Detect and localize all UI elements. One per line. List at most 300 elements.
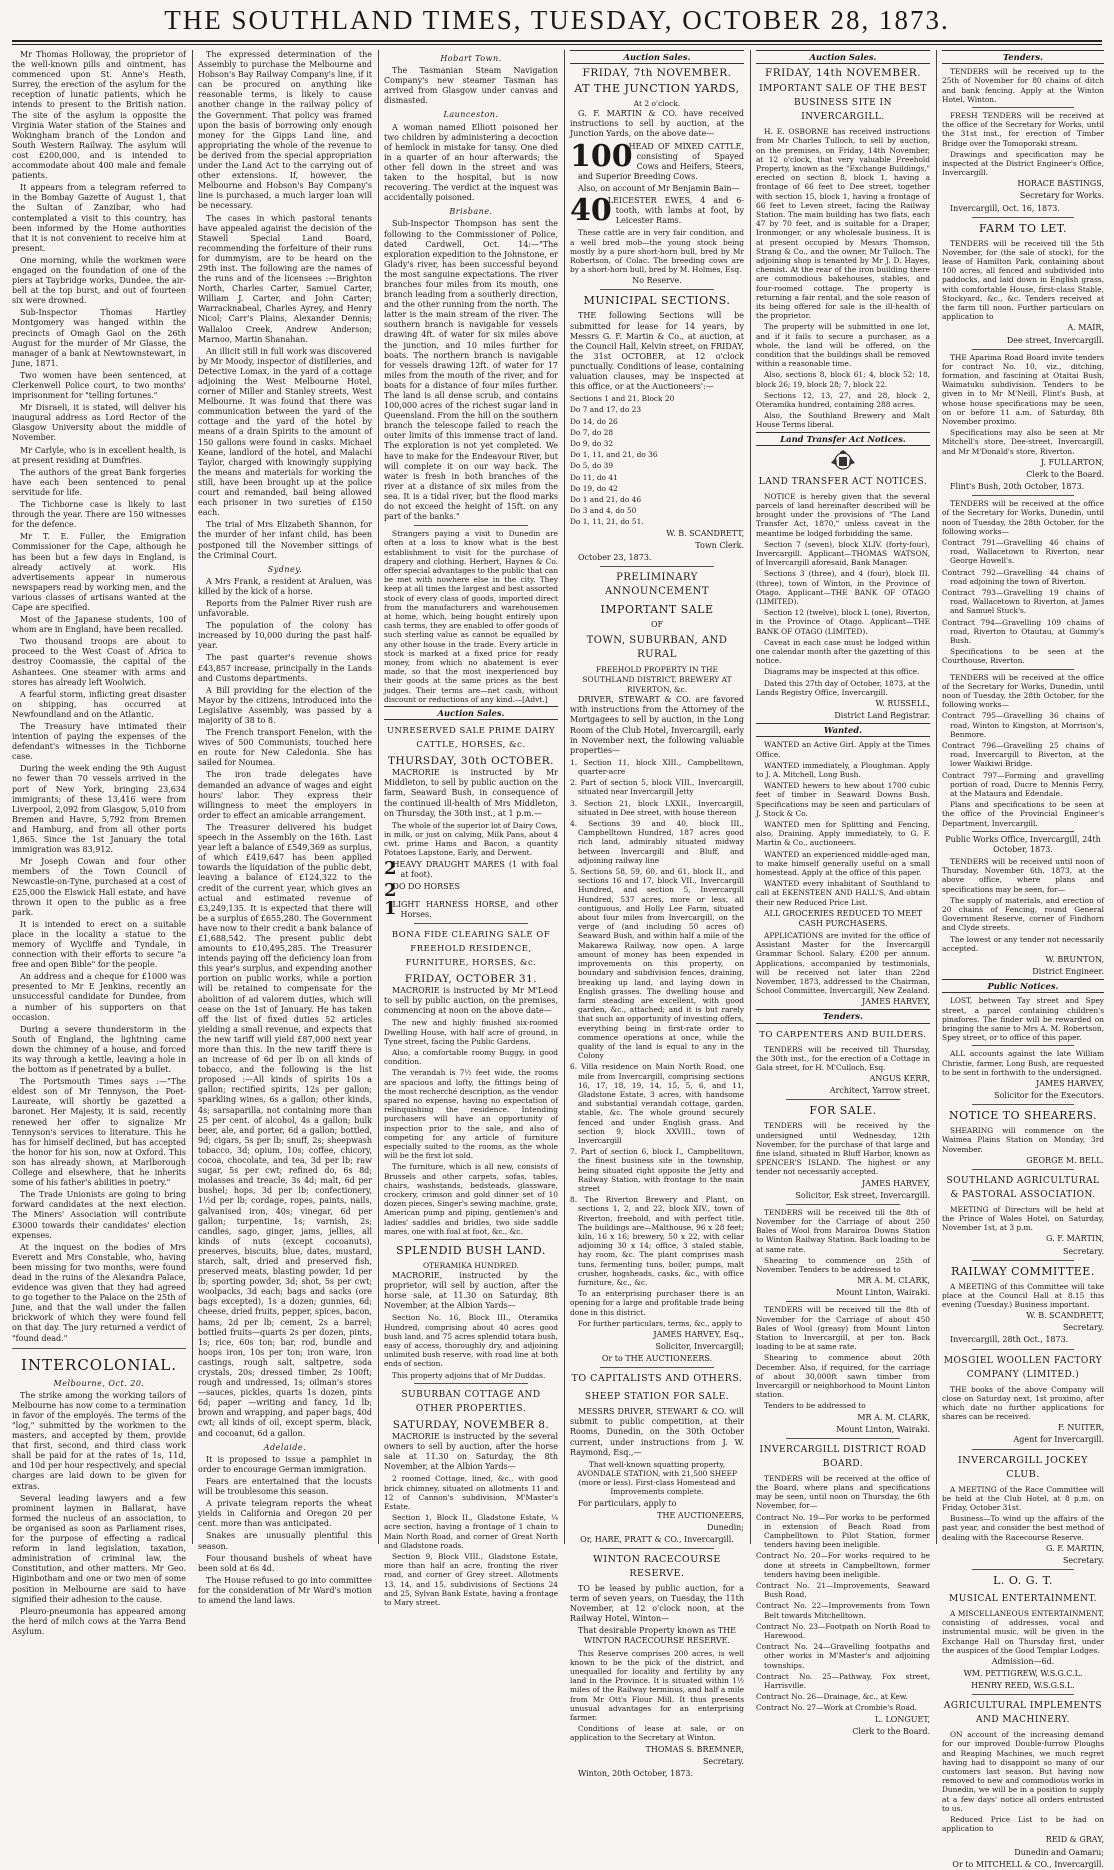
news-item: An illicit still in full work was discovered by Mr Moody, inspector of distilleries, and Detective Lomax, in the yard of a cottage adjoining the West Melbourne Hotel, corner of Miller and Stanley streets, West Melbourne. It was found that there was communication between the yard of the cottage and the yard of the hotel by means of a drain Spirits to the amount of 150 gallons were found in casks. Michael Keane, landlord of the hotel, and Malachi Taylor, charged with knowingly supplying the means and materials for working the still, have been brought up at the police court and remanded, bail being allowed each prisoner in two sureties of £150 each.: [198, 346, 372, 518]
divider: [972, 107, 1074, 108]
property-item: 3. Section 21, block LXXII., Invercargill, situated in Dee street, with house thereon: [570, 798, 744, 817]
dateline: Melbourne, Oct. 20.: [53, 1378, 145, 1388]
tender-title: FOR SALE.: [809, 1104, 877, 1118]
notice-item: Section 7 (seven), block XLIV. (forty-four), Invercargill. Applicant—THOMAS WATSON, of Invercargill aforesaid, Bank Manager.: [756, 539, 930, 568]
contract-list: [942, 538, 1104, 645]
auction-also: Also, on account of Mr Benjamin Bain—: [578, 183, 740, 193]
sections-list: [570, 394, 744, 526]
section-title-intercolonial: INTERCOLONIAL.: [21, 1355, 177, 1374]
notice-item: Section 12 (twelve), block L (one), Riverton, in the Province of Otago. Applicant—THE BANK OF OTAGO (LIMITED).: [756, 608, 930, 636]
news-item: The Tasmanian Steam Navigation Company's new steamer Tasman has arrived from Glasgow under canvas and dismasted.: [384, 66, 558, 106]
divider: [786, 1099, 900, 1100]
announcement-more: To an enterprising purchaser there is an opening for a large and profitable trade being done in this district.: [570, 1289, 744, 1317]
category-tenders: Tenders.: [756, 1009, 930, 1023]
contract-item: Contract No. 22—Improvements from Town Belt towards Mitchelltown.: [756, 1601, 930, 1620]
news-item: Mr T. E. Fuller, the Emigration Commissioner for the Cape, although he has been but a few days in England, is already actively at work. His advertisements appear in numerous newspapers read by working men, and the various classes of artisans wanted at the Cape are specified.: [12, 532, 186, 612]
notice-more: For particulars, apply to: [578, 1498, 677, 1508]
tender-body: TENDERS will be received by the undersigned until Wednesday, 12th November, for the purchase of that large and fine island, situated in Bluff Harbor, known as SPENCER'S ISLAND. The highest or any tender not necessarily accepted.: [756, 1121, 930, 1177]
notice-body: MESSRS DRIVER, STEWART & CO. will submit to public competition, at their Rooms, Dunedin, on the 30th October current, under instructions from J. W. Raymond, Esq.,—: [570, 1407, 744, 1457]
news-item: Reports from the Palmer River rush are unfavorable.: [198, 598, 372, 619]
category-auction-sales: Auction Sales.: [384, 706, 558, 720]
divider: [972, 349, 1074, 350]
announcement-of: OF: [650, 619, 664, 629]
wanted-ad: WANTED an Active Girl. Apply at the Times Office.: [756, 740, 930, 759]
signature-title: Dunedin and Oamaru;: [1014, 1847, 1104, 1857]
news-item: The past quarter's revenue shows £43,857 increase, principally in the Lands and Customs departments.: [198, 653, 372, 683]
divider: [414, 923, 528, 924]
category-public-notices: Public Notices.: [942, 979, 1104, 993]
auction-more: Also, sections 8, block 61; 4, block 52; 18, block 26; 19, block 28; 7, block 22.: [756, 370, 930, 389]
auction-body: G. F. MARTIN & CO. have received instructions to sell by auction, at the Junction Yards, on the above date—: [570, 109, 744, 139]
property-item: 8. The Riverton Brewery and Plant, on sections 1, 2, and 22, block XIV., town of Riverton, freehold, and with perfect title. The buildings are—Malthouse, 96 x 28 feet; kiln, 16 x 16; brewery, 50 x 22, with cellar adjoining 30 x 14; office, 3 staled stable, hay room, &c. The plant comprises mash tuns, fermenting tuns, boiler, pumps, malt crusher, hogsheads, casks, &c., with office furniture, &c., &c.: [570, 1195, 744, 1287]
auction-date: FRIDAY, OCTOBER 31.: [404, 972, 538, 985]
property-item: 6. Villa residence on Main North Road, one mile from Invercargill, comprising sections 16, 17, 18, 19, 14, 15, 5, 6, and 11, Gladstone Estate, 3 acres, with handsome and substantial verandah cottage, garden, stable, &c. The whole ground securely fenced and under English grass. And section 9, block XXVIII., town of Invercargill: [570, 1062, 744, 1145]
property-item: 5. Sections 58, 59, 60, and 61, block II., and sections 16 and 17, block VII., Invercargill Hundred, and section 5, Invercargill Hundred, 537 acres, more or less, all contiguous, and Holly Lee Farm, situated about four miles from Invercargill, on the verge of (and including 50 acres of) Seaward Bush, and within half a mile of the Makarewa Railway, now open. A large amount of money has been expended in improvements on this property, on boundary and subdivision fences, draining, breaking up land, and laying down in English grasses. The dwelling house and farm steading are excellent, with good garden, &c., attached; and it is but rarely that such an opportunity of investing offers, everything being in first-rate order to commence operations at once, while the quality of the land is equal to any in the Colony: [570, 867, 744, 1061]
column-1: [12, 50, 186, 1636]
contract-item: Contract 793—Gravelling 19 chains of road, Wallacetown to Riverton, at James and Samuel Stuck's.: [942, 587, 1104, 616]
lot-number: 2: [384, 879, 397, 901]
divider: [972, 1260, 1074, 1261]
notice-item: Sections 3 (three), and 4 (four), block III. (three), town of Winton, in the Province of Otago. Applicant—THE BANK OF OTAGO (LIMITED).: [756, 569, 930, 607]
tender-body: TENDERS will be received till the 8th of November for the Carriage of about 250 Bales of Wool from Marairoa Downs Station to Winton Railway Station. Back loading to be at same rate.: [756, 1207, 930, 1254]
news-item: During a severe thunderstorm in the South of England, the lightning came down the chimney of a house, and forced its way through a kettle, leaving a hole in the bottom as if penetrated by a bullet.: [12, 1024, 186, 1075]
dateline-adelaide: Adelaide.: [263, 1442, 307, 1452]
property-item: 1. Section 11, block XIII., Campbelltown, quarter-acre: [570, 757, 744, 777]
announcement-title: PRELIMINARY ANNOUNCEMENT: [604, 571, 709, 597]
lot-number: 1: [384, 897, 397, 919]
royal-crest-icon: [827, 449, 859, 471]
property-item: 4. Sections 39 and 40, block III., Campbelltown Hundred, 187 acres good rich land, admirably situated midway between Invercargill and Bluff, and adjoining railway line: [570, 819, 744, 865]
signature: J. FULLARTON,: [1040, 457, 1104, 467]
notice-title: TO CAPITALISTS AND OTHERS.: [571, 1373, 743, 1385]
contract-list: [942, 711, 1104, 798]
signature-or: Or to THE AUCTIONEERS.: [601, 1354, 713, 1364]
notice-more: Conditions of lease at sale, or on application to the Secretary at Winton.: [570, 1724, 744, 1743]
wanted-ad: WANTED men for Splitting and Fencing, also, Draining. Apply immediately, to G. F. Martin & Co., auctioneers.: [756, 819, 930, 848]
category-auction-sales: Auction Sales.: [756, 50, 930, 64]
auction-item: Section 9, Block VIII., Gladstone Estate, more than half an acre, fronting the river road, and corner of Grey street. Allotments 13, 14, and 15, subdivisions of Sections 24 and 25, Sylvan Bank Estate, having a frontage to Mary street.: [384, 1551, 558, 1607]
signature: L. LONGUET,: [875, 1714, 930, 1724]
signature: G. F. MARTIN,: [1046, 1234, 1104, 1244]
news-item: Two women have been sentenced, at Clerkenwell Police court, to two months' imprisonment for "telling fortunes.": [12, 370, 186, 401]
news-item: The Trade Unionists are going to bring forward candidates at the next election. The Miners' Association will contribute £3000 towards their candidates' election expenses.: [12, 1190, 186, 1240]
contract-item: Contract 795—Gravelling 36 chains of road, Winton to Kingston, at Morrison's, Benmore.: [942, 711, 1104, 739]
signature-title: Mount Linton, Wairaki.: [836, 1288, 930, 1298]
contract-item: Contract 792—Gravelling 44 chains of road adjoining the town of Riverton.: [942, 567, 1104, 586]
news-item: The expressed determination of the Assembly to purchase the Melbourne and Hobson's Bay Railway Company's line, if it can be procured on anything like reasonable terms, is likely to cause another change in the railway policy of the Government. That policy was framed upon the basis of borrowing only enough money for the Gipps Land line, and appropriating the whole of the revenue to be derived from the special appropriation under the Land Act to the carrying out of other extensions. If, however, the Melbourne and Hobson's Bay Company's line is purchased, a much larger loan will be necessary.: [198, 50, 372, 211]
office-dateline: Public Works Office, Invercargill, 24th October, 1873.: [945, 834, 1101, 854]
auction-body: MACRORIE is instructed by Mr Middleton, to sell by public auction on the farm, Seaward Bush, in consequence of the continued ill-health of Mrs Middleton, on Thursday, the 30th inst., at 1 p.m.—: [384, 768, 558, 818]
news-item: The cases in which pastoral tenants have appealed against the decision of the Stawell Special Land Board, recommending the forfeiture of their runs for dummyism, are to be heard on the 29th inst. The following are the names of the runs and of the licensees :—Brighton North, Charles Carter, Samuel Carter, William J. Carter, and John Carter; Warracknabeal, Charles Ayrey, and Henry Nicol; Carr's Plains, Alexander Dennis; Wallaloo Creek, Andrew Anderson; Marnoo, Martin Shanahan.: [198, 213, 372, 344]
divider: [972, 1694, 1074, 1695]
divider: [600, 1367, 714, 1368]
notice-body: SHEARING will commence on the Waimea Plains Station on Monday, 3rd November.: [942, 1126, 1104, 1154]
notice-title: RAILWAY COMMITTEE.: [951, 1264, 1095, 1278]
signature-or: Or to MITCHELL & CO., Invercargill.: [952, 1859, 1104, 1869]
signature-title: Secretary.: [1062, 1555, 1104, 1565]
auction-more: These cattle are in very fair condition, and a well bred mob—the young stock being mostly by a pure short-horn bull, bred by Mr Robertson, of Colac. The breeding cows are by a short-horn bull, bred by M. Holmes, Esq.: [570, 228, 744, 275]
notice-subtitle: SHEEP STATION FOR SALE.: [584, 1392, 730, 1403]
auction-title: BONA FIDE CLEARING SALE OF FREEHOLD RESIDENCE, FURNITURE, HORSES, &c.: [391, 929, 551, 968]
divider: [600, 1548, 714, 1549]
tender-title: INVERCARGILL DISTRICT ROAD BOARD.: [759, 1444, 927, 1469]
signature-title: District Land Registrar.: [834, 711, 930, 721]
masthead: THE SOUTHLAND TIMES, TUESDAY, OCTOBER 28, 1873.: [164, 5, 950, 35]
news-paragraphs-2: [12, 1391, 186, 1637]
wanted-ad: WANTED every inhabitant of Southland to call at EKENSTEEN AND HALL'S, And obtain their new Reduced Price List.: [756, 879, 930, 907]
signature: GEORGE M. BELL.: [1026, 1155, 1104, 1165]
dateline: Brisbane.: [449, 207, 493, 217]
tender-body: TENDERS will be received till the 5th November, for (the sale of stock), for the lease of Hamilton Park, containing about 100 acres, all fenced and subdivided into paddocks, and laid down in English grass, with comfortable House, first-class Stable, Stockyard, &c., &c. Tenders received at the farm till noon. Further particulars on application to: [942, 238, 1104, 322]
divider: [600, 289, 714, 290]
auction-more: Also, a comfortable roomy Buggy, in good condition.: [384, 1047, 558, 1067]
news-item: The authors of the great Bank forgeries have each been sentenced to penal servitude for life.: [12, 467, 186, 497]
auction-more: Sections 12, 13, 27, and 28, block 2, Oteramika hundred, containing 288 acres.: [756, 390, 930, 410]
contract-item: Contract No. 21—Improvements, Seaward Bush Road.: [756, 1581, 930, 1600]
tender-more: Specifications to be seen at the Courthouse, Riverton.: [942, 647, 1104, 666]
tender-body: TENDERS will be received till the 8th of November for the Carriage of about 450 Bales of Wool (greasy) from Mount Linton Station to Invercargill, at per ton. Back loading to be at same rate.: [756, 1305, 930, 1352]
column-4: [570, 50, 744, 1778]
wanted-ad: WANTED hewers to hew about 1700 cubic feet of timber in Seaward Downs Bush. Specifications may be seen and particulars of J. Stock & Co.: [756, 781, 930, 818]
notice-body: NOTICE is hereby given that the several parcels of land hereinafter described will be brought under the provisions of "The Land Transfer Act, 1870," unless caveat in the meantime be lodged forbidding the same.: [756, 491, 930, 538]
auction-more: Also, the Southland Brewery and Malt House Terms liberal.: [756, 411, 930, 430]
signature-title: Architect, Yarrow street.: [829, 1086, 930, 1096]
divider: [972, 1169, 1074, 1170]
notice-body: THE following Sections will be submitted for lease for 14 years, by Messrs G. F. Martin & Co., at auction, at the Council Hall, Kelvin street, on FRIDAY, the 31st OCTOBER, at 12 o'clock punctually. Conditions of lease, containing valuation clauses, may be inspected at this office, or at the Auctioneers':—: [570, 311, 744, 392]
signature-title: District Engineer.: [1032, 967, 1104, 977]
wanted-ad: WANTED immediately, a Ploughman. Apply to J. A. Mitchell, Long Bush.: [756, 760, 930, 779]
signature: ANGUS KERR,: [869, 1074, 930, 1084]
signature-title: Solicitor, Esk street, Invercargill.: [795, 1190, 930, 1200]
divider: [972, 669, 1074, 670]
notice-items: That well-known squatting property, AVONDALE STATION, with 21,500 SHEEP (more or less). First-class Homestead and Improvements complete.: [577, 1459, 737, 1497]
column-rule: [564, 50, 565, 1544]
notice-item: Diagrams may be inspected at this office.: [764, 667, 920, 677]
news-item: Mr Disraeli, it is stated, will deliver his inaugural address as Lord Rector of the Glasgow University about the middle of November.: [12, 403, 186, 443]
notice-body: TO be leased by public auction, for a term of seven years, on Tuesday, the 11th November, at 12 o'clock noon, at the Railway Hotel, Winton—: [570, 1583, 744, 1624]
news-item: The Treasurer delivered his budget speech in the Assembly on the 16th. Last year left a balance of £549,369 as surplus, of which £419,647 has been applied towards the liquidation of the public debt, leaving a balance of £124,322 to the credit of the current year, which gives an actual and estimated revenue of £3,249,135. It is expected that there will be a surplus of £655,280. The Government have now to their credit a bank balance of £1,688,542. The present public debt amounts to £10,495,285. The Treasurer intends paying off the deficiency loan from this year's surplus, and expending another portion on public works, while a portion will be retained to compensate for the abolition of ad valorem duties, which will cease on the 1st of January. He has taken off the list of fixed duties 52 articles yielding a small revenue, and expects that the new tariff will yield £87,000 next year more than this. In the new tariff there is an increase of 6d per lb on all kinds of tobacco, and the following is the list proposed :—All kinds of spirits 10s a gallon; rectified spirits, 12s per gallon; sparkling wines, 6s a gallon; other kinds, 4s; sarsaparilla, not containing more than 25 per cent. of alcohol, 4s a gallon; bulk beer, ale, and porter, 6d a gallon; bottled, 9d; cigars, 5s per lb; snuff, 2s; sheepwash tobacco, 3d; opium, 10s; coffee, chicory, cocoa, chocolate, and tea, 3d per lb; raw sugar, 5s per cwt; refined do, 6s 8d; molasses and treacle, 3s 4d; malt, 6d per bushel; hops, 3d per lb; confectionery, 1½d per lb; cordage, ropes, paints, nails, galvanised iron, 40s; vinegar, 6d per gallon; turpentine, 1s; varnish, 2s; candles, sago, ginger, jams, jellies, all kinds of nuts (except cocoanuts), preserves, biscuits, blue, dates, mustard, starch, salt, dried and preserved fish, preserved meats, blasting powder, 1d per lb; sporting powder, 3d; shot, 5s per cwt; woolpacks, 3d each; bags and sacks (ore bags excepted), 1s a dozen; gunnies, 6d; cheese, dried fruits, pepper, spices, bacon, hams, 2d per lb; cement, 2s a barrel; bottled fruits—quarts 2s per dozen, pints, 1s; rice, 60s ton; bar, rod, bundle and hoops iron, 10s per ton; iron ware, iron castings, rough salt, saltpetre, soda crystals, 20s; dressed timber, 2s 100ft; rough and undressed, 1s; oilman's stores—sauces, pickles, quarts 1s dozen, pints 6d; paper —writing and fancy, 1d lb; brown and wrapping, and paper bags, 40d cwt; all kinds of oil, except sperm, black, and cocoanut, 6d a gallon.: [198, 822, 372, 1438]
section-row: Sections 1 and 21, Block 20: [570, 394, 675, 404]
auction-title: UNRESERVED SALE PRIME DAIRY CATTLE, HORSES, &c.: [386, 726, 556, 751]
section-row: Do 1, 11, and 21, do 36: [570, 450, 658, 460]
auction-date: FRIDAY, 14th NOVEMBER.: [764, 67, 922, 80]
tender-body: TENDERS will be received till Thursday, the 30th inst., for the erection of a Cottage in Gala street, for H. M'Culloch, Esq.: [756, 1044, 930, 1072]
masthead-rule: [12, 40, 1102, 42]
signature-or: Or, HARE, PRATT & CO., Invercargill.: [580, 1534, 734, 1544]
news-item: Mr Carlyle, who is in excellent health, is at present residing at Dumfries.: [12, 445, 186, 465]
column-3: [384, 50, 558, 1607]
section-row: Do 19, do 42: [570, 483, 618, 493]
category-land-transfer: Land Transfer Act Notices.: [756, 432, 930, 446]
news-item: A Mrs Frank, a resident at Araluen, was killed by the kick of a horse.: [198, 576, 372, 596]
notice-body: ALL accounts against the late William Christie, farmer, Long Bush, are requested to be sent in forthwith to the undersigned.: [942, 1049, 1104, 1077]
auction-more: This property adjoins that of Mr Duddas.: [392, 1370, 546, 1380]
notice-title: INVERCARGILL JOCKEY CLUB.: [958, 1454, 1088, 1480]
news-item: It is intended to erect on a suitable place in the locality a statue to the memory of Wycliffe and Tyndale, in connection with their efforts to secure "a free and open Bible" for the people.: [12, 919, 186, 970]
section-row: Do 5, do 39: [570, 461, 614, 471]
signature: W. B. SCANDRETT,: [666, 528, 744, 538]
tender-more: The lowest or any tender not necessarily accepted.: [942, 934, 1104, 953]
news-item: It is proposed to issue a pamphlet in order to encourage German immigration.: [198, 1454, 372, 1474]
tender-body: TENDERS will be received until noon of Thursday, November 6th, 1873, at the above office, where plans and specifications may be seen, for—: [942, 857, 1104, 894]
section-row: Do 9, do 32: [570, 438, 614, 448]
news-item: The Tichborne case is likely to last through the year. There are 150 witnesses for the defence.: [12, 500, 186, 530]
tender-body: TENDERS will be received at the office of the Secretary for Works, Dunedin, until noon of Tuesday, the 28th October, for the following works—: [942, 672, 1104, 710]
news-item: The strike among the working tailors of Melbourne has now come to a termination in favor of the employés. The terms of the "log," submitted by the workmen to the masters, and accepted by them, provide that first, second, and third class work shall be paid for at the rates of 1s, 11d, and 10d per hour respectively, and special charges are laid down to be given for extras.: [12, 1390, 186, 1491]
news-item: It appears from a telegram referred to in the Bombay Gazette of August 1, that the Sultan of Zanzibar, who had contemplated a visit to this country, has been informed by the Home authorities that it is not convenient to receive him at present.: [12, 183, 186, 253]
news-item: Four thousand bushels of wheat have been sold at 6s 4d.: [198, 1553, 372, 1573]
news-item: Two thousand troops are about to proceed to the West Coast of Africa to destroy Coomassie, the capital of the Ashantees. One steamer with arms and stores has already left Woolwich.: [12, 637, 186, 687]
notice-title: SOUTHLAND AGRICULTURAL & PASTORAL ASSOCIATION.: [946, 1175, 1100, 1200]
signature: JAMES HARVEY, Esq.,: [653, 1330, 744, 1340]
admission: Admission—6d.: [991, 1656, 1055, 1666]
lot-number: 40: [570, 193, 612, 229]
divider: [972, 831, 1074, 832]
notice-title: NOTICE TO SHEARERS.: [949, 1109, 1097, 1123]
property-item: 2. Part of section 5, block VIII., Invercargill, situated near Invercargill Jetty: [570, 778, 744, 797]
divider: [600, 566, 714, 567]
news-item: A fearful storm, inflicting great disaster on shipping, has occurred at Newfoundland and on the Atlantic.: [12, 689, 186, 719]
news-item: Snakes are unusually plentiful this season.: [198, 1531, 372, 1551]
auction-subtitle: OTERAMIKA HUNDRED.: [422, 1260, 520, 1270]
notice-more: Business—To wind up the affairs of the past year, and consider the best method of dealing with the Racecourse Reserve.: [942, 1514, 1104, 1542]
tender-more: Tenders to be addressed to: [764, 1401, 866, 1411]
notice-date: October 23, 1873.: [578, 552, 652, 562]
notice-title: WINTON RACECOURSE RESERVE.: [593, 1553, 721, 1579]
divider: [972, 495, 1074, 496]
signature-title: Dee street, Invercargill.: [1006, 335, 1104, 345]
divider: [972, 1104, 1074, 1105]
auction-date: FRIDAY, 7th NOVEMBER.: [582, 67, 732, 80]
news-item: Sub-Inspector Thompson has sent the following to the Commissioner of Police, dated Cardwell, Oct. 14:—"The exploration expedition to the Johnstone, er Glady's river, has been successful beyond the most sanguine expectations. The river branches four miles from its mouth, one branch leading from a southerly direction, and the other running from the north. The latter is the main stream of the river. The southern branch is navigable for vessels drawing 4ft. of water for six miles above the junction, and 10 miles further for boats. The northern branch is navigable for vessels drawing 12ft. of water for 17 miles from the mouth of the river, and for boats for a distance of four miles further. The land is all dense scrub, and contains 100,000 acres of the richest sugar land in Queensland. From the hill on the southern branch the telescope failed to reach the outer limits of this immense tract of land. The exploration is not yet completed. We have to make for the Endeavour River, but will complete it on our way back. The water is fresh in both branches of the river at a distance of six miles from the sea. It is a tidal river, but the flood marks do not exceed the height of 15ft. on any part of the banks.": [384, 219, 558, 522]
divider: [786, 1438, 900, 1439]
news-item: During the week ending the 9th August no fewer than 70 vessels arrived in the port of New York, bringing 23,634 immigrants; of these 13,416 were from Liverpool, 2,092 from Glasgow, 5,010 from Bremen and Havre, 5,792 from Bremen and Hamburg, and from all other ports 1,865. Since the 1st January the total immigration was 83,912.: [12, 764, 186, 855]
signature: W. BRUNTON,: [1045, 955, 1104, 965]
dateline-sydney: Sydney.: [267, 564, 303, 574]
divider: [972, 1569, 1074, 1570]
notice-body: THE books of the above Company will close on Saturday next, 1st proximo, after which date no further applications for shares can be received.: [942, 1384, 1104, 1422]
signature: REID & GRAY,: [1045, 1835, 1104, 1845]
notice-date: Invercargill, 28th Oct., 1873.: [950, 1335, 1069, 1345]
notice-title: LAND TRANSFER ACT NOTICES.: [758, 476, 928, 487]
notice-items: That desirable Property known as THE WINTON RACECOURSE RESERVE.: [578, 1626, 736, 1646]
signature: THOMAS S. BREMNER,: [645, 1744, 744, 1754]
auction-no-reserve: No Reserve.: [632, 276, 682, 286]
news-item: Pleuro-pneumonia has appeared among the herd of milch cows at the Yarra Bend Asylum.: [12, 1606, 186, 1636]
divider: [12, 1348, 186, 1349]
divider: [414, 1239, 528, 1240]
divider: [972, 1045, 1074, 1046]
notice-title: L. O. G. T.: [993, 1573, 1053, 1587]
property-list: [570, 758, 744, 1287]
tender-body: FRESH TENDERS will be received at the office of the Secretary for Works, until the 31st inst., for erection of Timber Bridge over the Tomoporaki stream.: [942, 110, 1104, 148]
advertisement: Strangers paying a visit to Dunedin are often at a loss to know what is the best establishment to visit for the purchase of drapery and clothing. Herbert, Haynes & Co. offer special advantages to the public that can be met with nowhere else in the city. They keep at all times the largest and best assorted stock of every class of goods, imported direct from the manufacturers and warehousemen at home, which, being bought entirely upon cash terms, they are enabled to offer goods of such sterling value as cannot be equalled by any other house in the trade. Every article in stock is marked at a fixed price for ready money, from which no abatement is ever made, so that the most inexperienced buy their goods at the same prices as the best judges. Their terms are—net cash, without discount or reductions of any kind.—[Advt.]: [384, 529, 558, 704]
announcement-subtitle: IMPORTANT SALE: [600, 602, 714, 616]
section-row: Do 3 and 4, do 50: [570, 506, 637, 516]
section-row: Do 1, 11, 21, do 51.: [570, 517, 644, 527]
divider: [972, 217, 1074, 218]
tender-title: FARM TO LET.: [978, 221, 1068, 235]
auction-title: SUBURBAN COTTAGE AND OTHER PROPERTIES.: [401, 1389, 541, 1414]
auction-more: The property will be submitted in one lot, and if it fails to secure a purchaser, as a whole, the land will be offered, on the condition that the buildings shall be removed within a reasonable time.: [756, 322, 930, 369]
contract-item: Contract No. 26—Drainage, &c., at Kew.: [756, 1692, 908, 1702]
signature: W. RUSSELL,: [875, 699, 930, 709]
dateline: Launceston.: [443, 110, 499, 120]
notice-body: A MEETING of the Race Committee will be held at the Club Hotel, at 8 p.m. on Friday, October 31st.: [942, 1484, 1104, 1512]
dateline: Hobart Town.: [440, 54, 502, 63]
auction-body: MACRORIE is instructed by Mr M'Leod to sell by public auction, on the premises, commencing at noon on the above date—: [384, 986, 558, 1016]
news-item: A private telegram reports the wheat yields in California and Oregon 20 per cent. more than was anticipated.: [198, 1499, 372, 1529]
news-item: The iron trade delegates have demanded an advance of wages and eight hours' labor. They express their willingness to meet the employers in order to effect an amicable arrangement.: [198, 770, 372, 820]
notice-date: Winton, 20th October, 1873.: [578, 1768, 694, 1778]
signature: W. B. SCANDRETT,: [1026, 1311, 1104, 1321]
auction-item: 2 roomed Cottage, lined, &c., with good brick chimney, situated on allotments 11 and 12 of Cannon's subdivision, M'Master's Estate.: [384, 1474, 558, 1511]
tender-body: TENDERS will be received at the office of the Board, where plans and specifications may be seen, until noon on Thursday, the 6th November, for—: [756, 1473, 930, 1511]
news-item: Several leading lawyers and a few prominent laymen in Ballarat, have formed the nucleus of an association, to be organised as soon as Parliament rises, for the purpose of effecting a radical reform in land legislation, taxation, administration of criminal law, the Constitution, and other matters. Mr Geo. Higinbotham and one or two men of some position in Melbourne are said to have signified their adhesion to the cause.: [12, 1493, 186, 1604]
section-row: Do 11, do 41: [570, 472, 618, 482]
auction-items: The new and highly finished six-roomed Dwelling House, with half acre of ground, in Tyne street, facing the Public Gardens.: [384, 1018, 558, 1046]
contract-item: Contract No. 23—Footpath on North Road to Harewood.: [756, 1621, 930, 1641]
auction-more: The verandah is 7½ feet wide, the rooms are spacious and lofty, the fittings being of the most recherché description, as the vendor spared no expense, having no expectation of relinquishing the residence. Intending purchasers will have an opportunity of inspection prior to the sale, and also of competing for any article of furniture especially suited to the rooms, as the whole will be the first lot sold.: [384, 1068, 558, 1161]
wanted-ad: WANTED an experienced middle-aged man, to make himself generally useful on a small homestead. Apply at the office of this paper.: [756, 849, 930, 877]
news-sydney: [198, 577, 372, 1439]
announcement-subtitle-2: TOWN, SUBURBAN, AND RURAL: [586, 634, 728, 660]
category-auction-sales: Auction Sales.: [570, 50, 744, 64]
news-item: At the inquest on the bodies of Mrs Everett and Mrs Constable, who, having been missing for two months, were found dead in the ruins of the Alexandra Palace, evidence was given that they had agreed to go together to the Palace on the 25th of June, and that the wall under the fallen brickwork of which they were found fell on that day. The jury returned a verdict of "found dead.": [12, 1242, 186, 1343]
notice-item: Dated this 27th day of October, 1873, at the Lands Registry Office, Invercargill.: [756, 678, 930, 697]
auction-body: MACRORIE, instructed by the proprietor, will sell by auction, after the horse sale, at 11.30 on Saturday, 8th November, at the Albion Yards—: [384, 1271, 558, 1311]
signature: F. NUITER,: [1057, 1423, 1104, 1433]
category-wanted: Wanted.: [756, 723, 930, 737]
contract-item: Contract No. 27—Work at Crombie's Road.: [756, 1703, 917, 1713]
property-item: 7. Part of section 6, block I., Campbelltown, the finest business site in the township, being situated right opposite the Jetty and Railway Station, with frontage to the main street: [570, 1147, 744, 1193]
signature: G. F. MARTIN,: [1046, 1543, 1104, 1553]
news-adelaide: [198, 1455, 372, 1606]
section-row: Do 7 and 17, do 23: [570, 405, 642, 415]
news-paragraphs: [12, 50, 186, 1344]
lot-label: HEAVY DRAUGHT MARES (1 with foal at foot).: [392, 859, 558, 879]
divider: [786, 1301, 900, 1302]
groceries-notice: ALL GROCERIES REDUCED TO MEET CASH PURCHASERS.: [763, 908, 923, 928]
notice-title: AGRICULTURAL IMPLEMENTS AND MACHINERY.: [943, 1701, 1103, 1726]
notice-subtitle: MUSICAL ENTERTAINMENT.: [948, 1593, 1098, 1604]
signature: A. MAIR,: [1067, 323, 1104, 333]
tender-body: THE Aparima Road Board invite tenders for contract No. 10, viz., ditching, formation, and fascining at Otaitai Bush, Waimatuku subdivision. Tenders to be given in to Mr M'Neill, Flint's Bush, at whose house specifications may be seen, on or before 11 a.m. of Saturday, 8th November proximo.: [942, 352, 1104, 427]
column-2: [198, 50, 372, 1605]
news-item: An address and a cheque for £1000 was presented to Mr E Jenkins, recently an unsuccessful candidate for Dundee, from a number of his supporters on that occasion.: [12, 972, 186, 1022]
news-item: A Bill providing for the election of the Mayor by the citizens, introduced into the Legislative Assembly, was passed by a majority of 38 to 8.: [198, 685, 372, 725]
wanted-list: [756, 740, 930, 906]
contract-item: Contract 797—Forming and gravelling portion of road, Ducre to Mennis Ferry, at the Mataura and Edendale.: [942, 770, 1104, 799]
tender-body: TENDERS will be received at the office of the Secretary for Works, Dunedin, until noon of Tuesday, the 28th October, for the following works—: [942, 499, 1104, 536]
auction-items: The whole of the superior lot of Dairy Cows, in milk, or just on calving, Milk Pans, about 4 cwt. prime Hams and Bacon, a quantity Potatoes Lapstone, Early, and Derwent.: [384, 820, 558, 858]
notice-body: ON account of the increasing demand for our improved Double-furrow Ploughs and Reaping Machines, we much regret having had to disappoint so many of our customers last season. But having now removed to new and commodious works in Dunedin, we will be in a position to supply at a few days' notice all orders entrusted to us.: [942, 1730, 1104, 1813]
lot-label: HEAD OF MIXED CATTLE, consisting of Spayed Cows and Heifers, Steers, and Superior Breeding Cows.: [578, 141, 744, 181]
news-item: One morning, while the workmen were engaged on the foundation of one of the piers at Taybridge works, Dundee, the air-bell at the top burst, and out of fourteen six were drowned.: [12, 255, 186, 306]
signature-title: Town Clerk.: [695, 540, 744, 550]
signature: JAMES HARVEY,: [862, 997, 930, 1007]
news-item: The trial of Mrs Elizabeth Shannon, for the murder of her infant child, has been postponed till the November sittings of the Criminal Court.: [198, 520, 372, 560]
announcement-more: For further particulars, terms, &c., apply to: [578, 1318, 743, 1328]
tender-title: TO CARPENTERS AND BUILDERS.: [759, 1029, 927, 1040]
signature-title: Clerk to the Board.: [1026, 469, 1104, 479]
tender-date: Invercargill, Oct. 16, 1873.: [950, 203, 1060, 213]
notice-body: A MISCELLANEOUS ENTERTAINMENT, consisting of addresses, vocal and instrumental music, will be given in the Exchange Hall on Thursday first, under the auspices of the Good Templar Lodges.: [942, 1608, 1104, 1655]
news-paragraphs: [198, 50, 372, 561]
notice-body: LOST, between Tay street and Spey street, a parcel containing children's pinafores. The finder will be rewarded on bringing the same to Mrs A. M. Robertson, Spey street, or to office of this paper.: [942, 996, 1104, 1043]
contract-item: Contract No. 25—Pathway, Fox street, Harrisville.: [756, 1671, 930, 1691]
notice-body: MEETING of Directors will be held at the Prince of Wales Hotel, on Saturday, November 1st, at 3 p.m.: [942, 1204, 1104, 1233]
auction-body: H. E. OSBORNE has received instructions from Mr Charles Tulloch, to sell by auction, on the premises, on Friday, 14th November, at 12 o'clock, that very valuable Freehold Property, known as the "Exchange Buildings," erected on section 8, block 1, having a frontage of 66 feet to Dee street, together with section 15, block 1, having a frontage of 66 feet to Leven street, facing the Railway Station. The main building has two flats, each 47 by 70 feet, and is suitable for a Draper, Ironmonger, or any wholesale business. It is at present occupied by Messrs Thomson, Strang & Co., and the owner, Mr Tulloch. The adjoining shop is tenanted by Mr J. D. Hayes, chemist. At the rear of the iron building there are commodious bakehouses, stables, and four-roomed cottage. The property is returning a fair rental, and the sole reason of its being offered for sale is the ill-health of the proprietor.: [756, 127, 930, 321]
notice-title: MOSGIEL WOOLLEN FACTORY COMPANY (LIMITED.): [943, 1355, 1103, 1380]
masthead-rule-thin: [12, 44, 1102, 45]
divider: [414, 1383, 528, 1384]
signature: MR A. M. CLARK,: [857, 1412, 930, 1422]
lot-number: 100: [570, 138, 633, 174]
news-item: The French transport Fenelon, with the wives of 500 Communists, touched here en route for New Caledonia. She has sailed for Noumea.: [198, 728, 372, 768]
column-rule: [192, 50, 193, 1544]
divider: [972, 1449, 1074, 1450]
column-6: [942, 50, 1104, 1869]
tender-more: Plans and specifications to be seen at the office of the Provincial Engineer's Department, Invercargill.: [942, 800, 1104, 828]
signature-title: Secretary for Works.: [1019, 191, 1104, 201]
news-item: Fears are entertained that the locusts will be troublesome this season.: [198, 1476, 372, 1497]
column-5: [756, 50, 930, 1736]
signature: WM. PETTIGREW, W.S.G.C.L.: [963, 1669, 1083, 1679]
news-item: The Portsmouth Times says :—"The eldest son of Mr Tennyson, the Poet-Laureate, will shortly be gazetted a baronet. Her Majesty, it is said, recently renewed her offer to signalize Mr Tennyson's services to literature. This he has for himself declined, but has accepted the honor for his son, now at Oxford. This son has already shown, at Marlborough College and elsewhere, that he inherits some of his father's abilities in poetry.": [12, 1077, 186, 1188]
auction-date: THURSDAY, 30th OCTOBER.: [388, 755, 554, 768]
auction-title: AT THE JUNCTION YARDS,: [574, 82, 740, 96]
tender-more: Drawings and specification may be inspected at the District Engineer's Office, Invercargill.: [942, 149, 1104, 178]
auction-item: Section 1, Block II., Gladstone Estate, ¼ acre section, having a frontage of 1 chain to Main North Road, and corner of Great North and Gladstone roads.: [384, 1513, 558, 1550]
signature-2: HENRY REED, W.S.G.S.L.: [971, 1681, 1075, 1691]
contract-item: Contract No. 20—For works required to be done at streets in Campbelltown, former tenders having been ineligible.: [756, 1551, 930, 1579]
signature-title: Secretary.: [1062, 1246, 1104, 1256]
divider: [414, 525, 528, 526]
notice-body: A MEETING of this Committee will take place at the Council Hall at 8.15 this evening (Tuesday.) Business important.: [942, 1281, 1104, 1310]
auction-title: SPLENDID BUSH LAND.: [396, 1243, 546, 1257]
column-rule: [936, 50, 937, 1544]
signature-title: Dunedin;: [707, 1522, 744, 1532]
auction-more: The furniture, which is all new, consists of Brussels and other carpets, sofas, tables, chairs, washstands, bedsteads, glassware, crockery, crimson and gold dinner set of 10 dozen pieces, Singer's sewing machine, grate, American pump and piping, gentlemen's and ladies' saddles and bridles, two side saddle mares, one with foal at foot, &c., &c.: [384, 1162, 558, 1236]
auction-time: At 2 o'clock.: [633, 99, 681, 109]
announcement-subtitle-3: FREEHOLD PROPERTY IN THE SOUTHLAND DISTRICT, BREWERY AT RIVERTON, &c.: [582, 664, 732, 695]
signature-title: Secretary.: [1062, 1323, 1104, 1333]
signature-title: Solicitor for the Executors.: [994, 1091, 1104, 1101]
contract-item: Contract 796—Gravelling 25 chains of road, Invercargill to Riverton, at the lower Waikiwi Bridge.: [942, 741, 1104, 769]
signature-title: Secretary.: [702, 1756, 744, 1766]
notice-more: This Reserve comprises 200 acres, is well known to be the pick of the district, and unequalled for locality and fertility by any land in the Province. It is situated within 1½ miles of the Railway terminus, and half a mile from Mr Ott's Flour Mill. It thus presents unusual advantages for an enterprising farmer.: [570, 1648, 744, 1722]
column-rule: [378, 50, 379, 1544]
signature-title: Solicitor, Invercargill;: [655, 1342, 744, 1352]
tender-more: Shearing to commence about 20th December. Also, if required, for the carriage of about 30,000ft sawn timber from Invercargill or neighborhood to Mount Linton station.: [756, 1353, 930, 1400]
tender-more: Specifications may also be seen at Mr Mitchell's store, Dee-street, Invercargill, and Mr M'Donald's store, Riverton.: [942, 428, 1104, 456]
announcement-body: DRIVER, STEWART & CO. are favored with instructions from the Attorney of the Mortgagees to sell by auction, in the Long Room of the Club Hotel, Invercargill, early in November next, the following valuable properties—: [570, 695, 744, 755]
section-row: Do 1 and 21, do 46: [570, 495, 642, 504]
signature: JAMES HARVEY,: [862, 1178, 930, 1188]
news-item: Mr Joseph Cowan and four other members of the Town Council of Newcastle-on-Tyne, purchased at a cost of £25,000 the Elswick Hall estate, and have thrown it open to the public as a free park.: [12, 857, 186, 917]
lot-label: DO DO HORSES: [392, 881, 460, 891]
divider: [972, 1349, 1074, 1350]
signature-title: Agent for Invercargill.: [1013, 1435, 1104, 1445]
section-row: Do 14, do 26: [570, 416, 618, 426]
tender-more: The supply of materials, and erection of 20 chains of Fencing, round General Government Reserve, corner of Findhorn and Clyde streets.: [942, 895, 1104, 933]
news-item: The population of the colony has increased by 10,000 during the past half-year.: [198, 621, 372, 651]
signature: HORACE BASTINGS,: [1017, 179, 1104, 189]
auction-date: SATURDAY, NOVEMBER 8.: [392, 1418, 550, 1431]
applications-notice: APPLICATIONS are invited for the office of Assistant Master for the Invercargill Grammar School. Salary, £200 per annum. Applications, accompanied by testimonials, will be received not later than 22nd November, 1873, addressed to the Chairman, School Committee, Invercargill, New Zealand.: [756, 930, 930, 996]
category-tenders: Tenders.: [942, 50, 1104, 64]
